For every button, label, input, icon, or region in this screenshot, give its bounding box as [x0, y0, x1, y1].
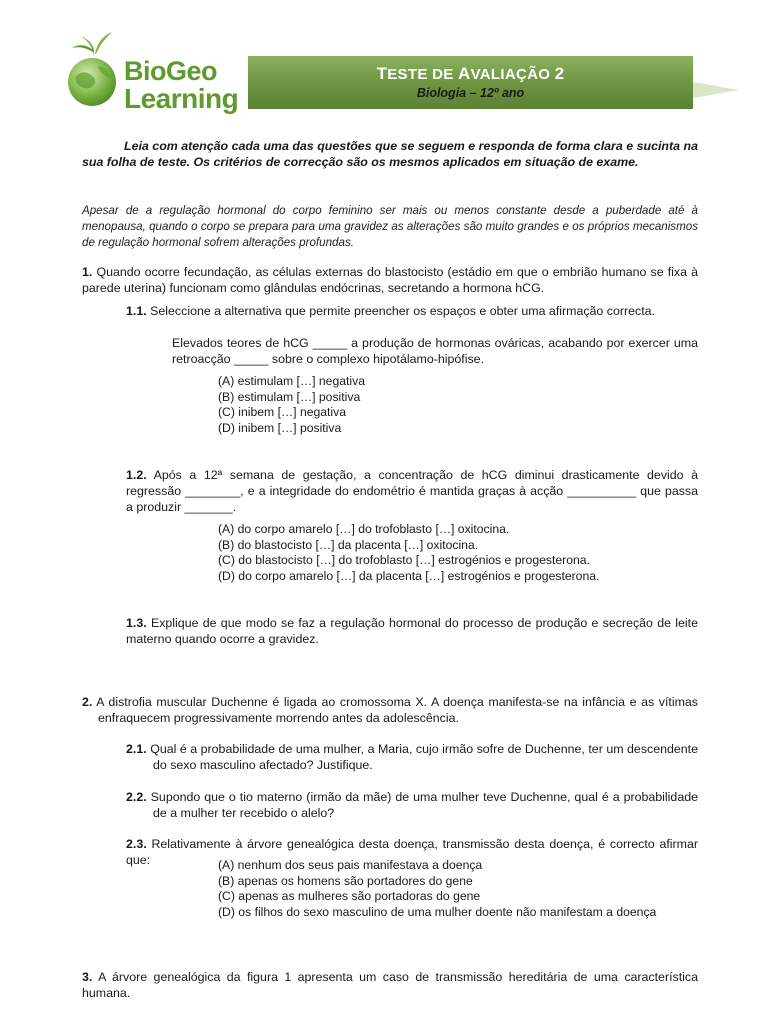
question-1-2-options	[218, 522, 599, 584]
option: (B) apenas os homens são portadores do gene	[218, 873, 473, 888]
question-1-1-statement: Elevados teores de hCG _____ a produção de hormonas ováricas, acabando por exercer uma retroacção _____ sobre o complexo hipotálamo-hipófise.	[172, 336, 698, 366]
option: (D) os filhos do sexo masculino de uma mulher doente não manifestam a doença	[218, 904, 657, 919]
logo-globe-icon	[66, 26, 122, 110]
option: (A) do corpo amarelo […] do trofoblasto […] oxitocina.	[218, 522, 510, 536]
question-3: 3. A árvore genealógica da figura 1 apresenta um caso de transmissão hereditária de uma característica humana.	[82, 970, 698, 1000]
option: (C) do blastocisto […] do trofoblasto […] estrogénios e progesterona.	[218, 553, 590, 568]
test-subtitle: Biologia – 12º ano	[416, 86, 525, 100]
instructions: Leia com atenção cada uma das questões que se seguem e responda de forma clara e sucinta na sua folha de teste. Os critérios de correcção são os mesmos aplicados em situação de exame.	[82, 139, 698, 169]
option: (B) estimulam […] positiva	[218, 389, 361, 404]
question-2-3-options	[218, 858, 656, 920]
option: (A) estimulam […] negativa	[218, 374, 365, 388]
question-2: 2. A distrofia muscular Duchenne é ligada ao cromossoma X. A doença manifesta-se na infância e as vítimas enfraquecem progressivamente morrendo antes da adolescência.	[82, 695, 699, 725]
option: (D) inibem […] positiva	[218, 420, 342, 435]
question-1-1: 1.1. Seleccione a alternativa que permite preencher os espaços e obter uma afirmação correcta.	[126, 304, 655, 318]
option: (C) apenas as mulheres são portadoras do gene	[218, 889, 481, 904]
logo-text	[124, 58, 238, 112]
option: (D) do corpo amarelo […] da placenta […] estrogénios e progesterona.	[218, 568, 600, 583]
question-2-1: 2.1. Qual é a probabilidade de uma mulher, a Maria, cujo irmão sofre de Duchenne, ter um descendente do sexo masculino afectado? Justifique.	[126, 742, 698, 772]
question-1-2: 1.2. Após a 12ª semana de gestação, a concentração de hCG diminui drasticamente devido à regressão ________, e a integridade do endométrio é mantida graças à acção __________ que passa a produzir _______.	[126, 468, 698, 514]
intro-paragraph: Apesar de a regulação hormonal do corpo feminino ser mais ou menos constante desde a puberdade até à menopausa, quando o corpo se prepara para uma gravidez as alterações são muito grandes e os próprios mecanismos de regulação hormonal sofrem alterações profundas.	[82, 204, 698, 249]
question-1-3: 1.3. Explique de que modo se faz a regulação hormonal do processo de produção e secreção de leite materno quando ocorre a gravidez.	[126, 616, 698, 646]
option: (C) inibem […] negativa	[218, 405, 347, 420]
question-1: 1. Quando ocorre fecundação, as células externas do blastocisto (estádio em que o embrião humano se fixa à parede uterina) funcionam como glândulas endócrinas, secretando a hormona hCG.	[82, 265, 698, 295]
test-title: TESTE DE AVALIAÇÃO 2	[376, 64, 565, 83]
option: (A) nenhum dos seus pais manifestava a doença	[218, 858, 483, 872]
question-2-3: 2.3. Relativamente à árvore genealógica desta doença, transmissão desta doença, é correcto afirmar que:	[126, 837, 698, 867]
question-1-1-options	[218, 374, 365, 436]
banner-tail	[693, 82, 739, 98]
option: (B) do blastocisto […] da placenta […] oxitocina.	[218, 537, 479, 552]
logo-line-2: Learning	[124, 83, 239, 114]
question-2-2: 2.2. Supondo que o tio materno (irmão da mãe) de uma mulher teve Duchenne, qual é a probabilidade de a mulher ter recebido o alelo?	[126, 790, 698, 820]
logo-line-1: BioGeo	[124, 56, 218, 86]
